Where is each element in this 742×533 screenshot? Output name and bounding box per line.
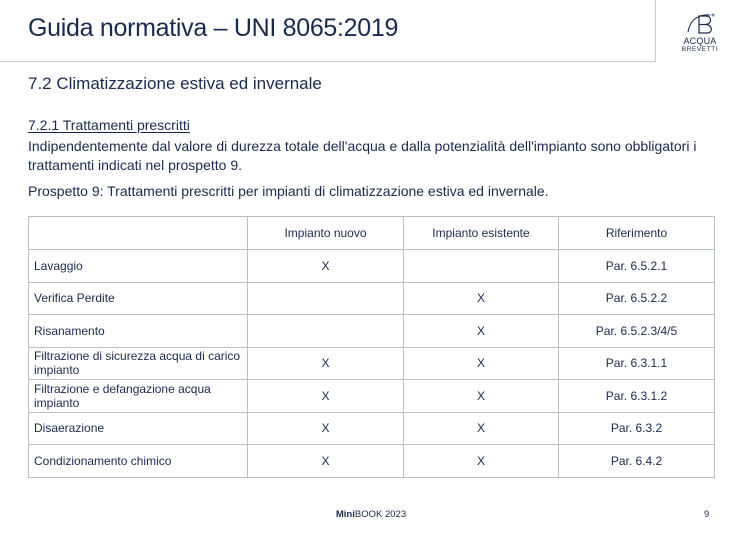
page-number: 9 [704, 509, 710, 520]
logo-mark-icon [684, 12, 716, 36]
logo-wordmark-bottom: BREVETTI [681, 46, 719, 53]
subsection-title: 7.2.1 Trattamenti prescritti [28, 117, 190, 133]
reference-cell: Par. 6.3.2 [559, 412, 715, 445]
footer-book-title [0, 509, 742, 520]
header-cell-existing-system: Impianto esistente [404, 217, 559, 250]
intro-paragraph: Indipendentemente dal valore di durezza totale dell'acqua e dalla potenzialità dell'impianto sono obbligatori i trattamenti indicati nel prospetto 9. [28, 138, 697, 173]
table-row [29, 380, 715, 413]
new-system-mark: X [248, 445, 404, 478]
existing-system-mark: X [404, 380, 559, 413]
header-divider [0, 61, 655, 62]
existing-system-mark: X [404, 282, 559, 315]
treatment-name: Condizionamento chimico [29, 445, 248, 478]
table-header-row [29, 217, 715, 250]
reference-cell: Par. 6.3.1.2 [559, 380, 715, 413]
new-system-mark: X [248, 380, 404, 413]
existing-system-mark [404, 250, 559, 283]
section-title: 7.2 Climatizzazione estiva ed invernale [28, 74, 322, 93]
new-system-mark: X [248, 412, 404, 445]
table-row [29, 347, 715, 380]
treatments-table [28, 216, 715, 478]
existing-system-mark: X [404, 315, 559, 348]
header-cell-empty [29, 217, 248, 250]
table-row [29, 315, 715, 348]
page-title: Guida normativa – UNI 8065:2019 [28, 14, 399, 42]
treatment-name: Disaerazione [29, 412, 248, 445]
existing-system-mark: X [404, 412, 559, 445]
table-caption: Prospetto 9: Trattamenti prescritti per impianti di climatizzazione estiva ed invernale. [28, 183, 549, 199]
logo-wordmark-top: ACQUA [683, 36, 717, 46]
reference-cell: Par. 6.4.2 [559, 445, 715, 478]
reference-cell: Par. 6.5.2.1 [559, 250, 715, 283]
treatment-name: Lavaggio [29, 250, 248, 283]
reference-cell: Par. 6.5.2.2 [559, 282, 715, 315]
header-cell-new-system: Impianto nuovo [248, 217, 404, 250]
existing-system-mark: X [404, 347, 559, 380]
brand-logo [676, 12, 724, 62]
treatment-name: Filtrazione di sicurezza acqua di carico impianto [29, 347, 248, 380]
treatment-name: Filtrazione e defangazione acqua impianto [29, 380, 248, 413]
table-row [29, 250, 715, 283]
footer-book-prefix: Mini [335, 509, 355, 520]
new-system-mark: X [248, 347, 404, 380]
reference-cell: Par. 6.5.2.3/4/5 [559, 315, 715, 348]
new-system-mark [248, 315, 404, 348]
table-row [29, 445, 715, 478]
new-system-mark: X [248, 250, 404, 283]
treatment-name: Verifica Perdite [29, 282, 248, 315]
new-system-mark [248, 282, 404, 315]
header-vertical-divider [655, 0, 656, 62]
footer-book-suffix: BOOK 2023 [354, 509, 407, 520]
existing-system-mark: X [404, 445, 559, 478]
treatment-name: Risanamento [29, 315, 248, 348]
header-cell-reference: Riferimento [559, 217, 715, 250]
table-row [29, 412, 715, 445]
table-row [29, 282, 715, 315]
reference-cell: Par. 6.3.1.1 [559, 347, 715, 380]
